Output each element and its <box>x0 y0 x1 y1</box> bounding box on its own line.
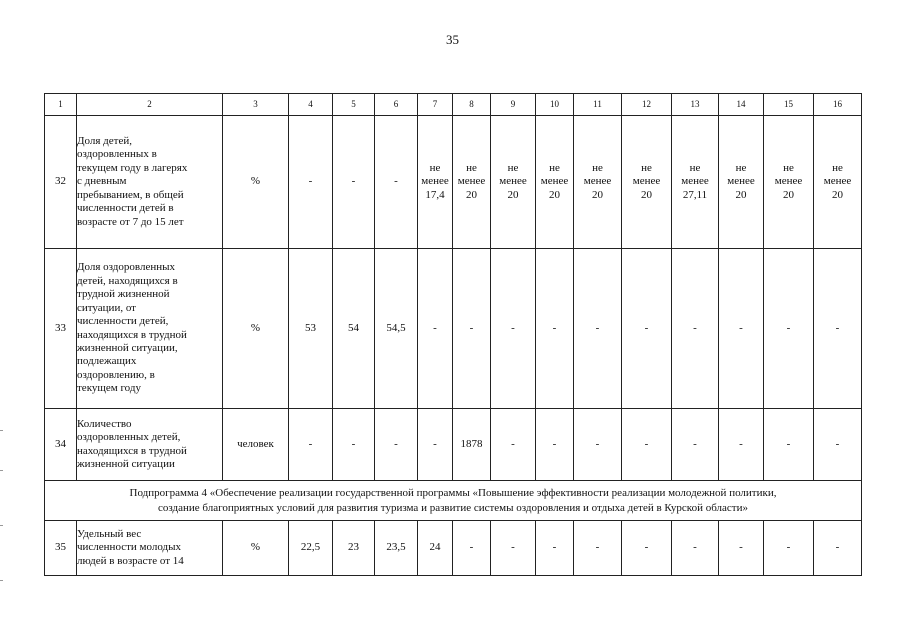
value-text: - <box>693 541 697 554</box>
column-number-6: 6 <box>375 94 418 116</box>
value-text: - <box>308 175 313 188</box>
value-text: не <box>832 161 843 174</box>
unit-of-measure: % <box>223 521 289 576</box>
column-number-8: 8 <box>453 94 491 116</box>
value-cell <box>536 409 574 481</box>
column-number-10: 10 <box>536 94 574 116</box>
row-number: 32 <box>45 116 77 249</box>
value-text: 27,11 <box>682 188 708 201</box>
value-text: - <box>308 437 313 450</box>
indicator-name-line: численности детей в <box>77 202 174 215</box>
value-text: 53 <box>305 321 316 334</box>
value-text: 54 <box>348 321 359 334</box>
indicator-name-line: пребыванием, в общей <box>77 188 184 201</box>
value-text: не <box>689 161 701 174</box>
indicator-name-line: Удельный вес <box>77 527 142 540</box>
indicator-name-line: текущем году <box>77 382 141 395</box>
value-cell <box>491 116 536 249</box>
value-cell <box>453 521 491 576</box>
value-text: - <box>552 437 557 450</box>
unit-of-measure: % <box>223 116 289 249</box>
value-cell <box>622 116 672 249</box>
value-text: менее <box>540 175 569 188</box>
indicator-name-line: ситуации, от <box>77 301 136 314</box>
page-number: 35 <box>446 32 459 47</box>
value-text: 23,5 <box>386 541 406 554</box>
value-text: не <box>641 161 652 174</box>
value-cell <box>536 116 574 249</box>
value-text: менее <box>421 175 449 188</box>
indicator-name-line: оздоровлению, в <box>77 368 155 381</box>
value-text: - <box>644 541 649 554</box>
value-text: - <box>394 437 398 450</box>
value-text: - <box>511 321 515 334</box>
column-number-3: 3 <box>223 94 289 116</box>
value-cell <box>814 521 862 576</box>
indicator-name-line: численности молодых <box>77 541 182 554</box>
value-text: не <box>507 161 519 174</box>
indicator-name-line: оздоровленных в <box>77 148 157 161</box>
value-cell <box>289 249 333 409</box>
indicator-name-line: трудной жизненной <box>77 288 170 301</box>
value-cell <box>289 409 333 481</box>
value-cell <box>453 409 491 481</box>
value-cell <box>672 521 719 576</box>
indicator-name-line: Доля оздоровленных <box>77 261 175 274</box>
value-text: - <box>469 541 474 554</box>
value-text: - <box>595 437 600 450</box>
value-cell <box>333 249 375 409</box>
value-text: менее <box>823 175 852 188</box>
value-cell <box>333 116 375 249</box>
value-text: менее <box>774 175 803 188</box>
indicator-name-line: возрасте от 7 до 15 лет <box>77 215 184 228</box>
value-cell <box>764 116 814 249</box>
value-cell <box>418 409 453 481</box>
value-text: 17,4 <box>425 188 445 201</box>
column-number-7: 7 <box>418 94 453 116</box>
value-text: - <box>552 321 557 334</box>
value-text: - <box>739 321 743 334</box>
value-cell <box>375 409 418 481</box>
value-text: не <box>783 161 794 174</box>
column-number-1: 1 <box>45 94 77 116</box>
value-text: - <box>433 437 437 450</box>
value-text: - <box>511 541 515 554</box>
value-cell <box>764 249 814 409</box>
value-text: - <box>835 321 840 334</box>
scan-margin-marks <box>0 430 4 610</box>
value-cell <box>672 249 719 409</box>
row-number: 34 <box>45 409 77 481</box>
column-number-12: 12 <box>622 94 672 116</box>
value-text: менее <box>727 175 755 188</box>
value-text: не <box>735 161 747 174</box>
value-cell <box>491 249 536 409</box>
unit-of-measure: человек <box>223 409 289 481</box>
value-text: - <box>433 321 437 334</box>
value-cell <box>719 409 764 481</box>
value-cell <box>536 249 574 409</box>
value-text: - <box>394 175 398 188</box>
indicator-name-line: находящихся в трудной <box>77 328 187 341</box>
indicator-name-line: оздоровленных детей, <box>77 431 181 444</box>
table-row <box>45 409 862 481</box>
subprogram-title-line: Подпрограмма 4 «Обеспечение реализации государственной программы «Повышение эффективности реализации молодежной политики, <box>129 487 777 500</box>
value-cell <box>574 116 622 249</box>
indicator-name-line: жизненной ситуации, <box>77 341 178 354</box>
value-cell <box>453 116 491 249</box>
indicator-name <box>77 249 223 409</box>
value-text: - <box>644 321 649 334</box>
value-cell <box>418 249 453 409</box>
value-text: - <box>693 437 697 450</box>
row-number: 35 <box>45 521 77 576</box>
row-number: 33 <box>45 249 77 409</box>
column-number-4: 4 <box>289 94 333 116</box>
indicator-name-line: текущем году в лагерях <box>77 161 188 174</box>
value-cell <box>375 116 418 249</box>
column-number-13: 13 <box>672 94 719 116</box>
value-text: - <box>511 437 515 450</box>
column-number-row <box>45 94 862 116</box>
indicator-name-line: детей, находящихся в <box>77 274 178 287</box>
value-text: 23 <box>348 541 359 554</box>
value-text: 1878 <box>460 437 483 450</box>
table-row <box>45 521 862 576</box>
indicator-name-line: Доля детей, <box>77 135 132 148</box>
value-cell <box>814 409 862 481</box>
value-cell <box>719 521 764 576</box>
value-cell <box>418 521 453 576</box>
indicator-table <box>44 93 862 576</box>
value-text: 20 <box>507 188 519 201</box>
value-cell <box>289 116 333 249</box>
value-text: 24 <box>429 541 441 554</box>
value-text: 20 <box>735 188 747 201</box>
value-text: менее <box>457 175 486 188</box>
value-cell <box>622 409 672 481</box>
subprogram-title <box>45 481 862 521</box>
value-text: - <box>595 541 600 554</box>
indicator-name-line: людей в возрасте от 14 <box>77 554 184 567</box>
value-cell <box>418 116 453 249</box>
indicator-name-line: жизненной ситуации <box>77 457 175 470</box>
value-cell <box>574 521 622 576</box>
value-cell <box>719 116 764 249</box>
value-text: менее <box>499 175 527 188</box>
value-text: менее <box>583 175 612 188</box>
table-row <box>45 116 862 249</box>
value-text: - <box>469 321 474 334</box>
table-row <box>45 249 862 409</box>
value-text: 20 <box>641 188 652 201</box>
value-cell <box>333 521 375 576</box>
value-cell <box>814 116 862 249</box>
value-cell <box>574 249 622 409</box>
indicator-name-line: подлежащих <box>77 355 137 368</box>
value-text: - <box>644 437 649 450</box>
value-cell <box>764 409 814 481</box>
value-cell <box>622 249 672 409</box>
column-number-16: 16 <box>814 94 862 116</box>
value-text: не <box>592 161 603 174</box>
value-text: - <box>351 175 356 188</box>
value-text: - <box>739 437 743 450</box>
value-text: 20 <box>549 188 560 201</box>
value-text: 20 <box>832 188 843 201</box>
value-cell <box>719 249 764 409</box>
value-text: 20 <box>592 188 603 201</box>
column-number-15: 15 <box>764 94 814 116</box>
indicator-name <box>77 116 223 249</box>
value-text: - <box>786 321 791 334</box>
indicator-name-line: с дневным <box>77 175 127 188</box>
value-text: не <box>429 161 441 174</box>
unit-of-measure: % <box>223 249 289 409</box>
value-text: менее <box>632 175 661 188</box>
value-cell <box>333 409 375 481</box>
value-text: не <box>549 161 560 174</box>
value-cell <box>622 521 672 576</box>
subprogram-title-line: создание благоприятных условий для развития туризма и развитие системы оздоровления и отдыха детей в Курской области» <box>158 501 748 514</box>
value-text: 54,5 <box>386 321 406 334</box>
value-text: - <box>835 541 840 554</box>
value-cell <box>672 116 719 249</box>
subprogram-row <box>45 481 862 521</box>
value-text: 20 <box>783 188 794 201</box>
value-cell <box>764 521 814 576</box>
value-text: не <box>466 161 477 174</box>
column-number-2: 2 <box>77 94 223 116</box>
column-number-5: 5 <box>333 94 375 116</box>
value-text: - <box>351 437 356 450</box>
indicator-name <box>77 409 223 481</box>
indicator-name-line: находящихся в трудной <box>77 444 187 457</box>
value-cell <box>289 521 333 576</box>
value-text: менее <box>681 175 709 188</box>
value-text: - <box>835 437 840 450</box>
column-number-14: 14 <box>719 94 764 116</box>
value-cell <box>536 521 574 576</box>
indicator-name <box>77 521 223 576</box>
value-cell <box>491 521 536 576</box>
value-cell <box>375 249 418 409</box>
value-text: - <box>693 321 697 334</box>
value-cell <box>814 249 862 409</box>
value-cell <box>574 409 622 481</box>
indicator-name-line: численности детей, <box>77 315 169 328</box>
column-number-9: 9 <box>491 94 536 116</box>
value-text: - <box>786 437 791 450</box>
value-text: - <box>595 321 600 334</box>
value-cell <box>375 521 418 576</box>
value-text: 20 <box>466 188 477 201</box>
value-text: - <box>552 541 557 554</box>
value-cell <box>491 409 536 481</box>
indicator-name-line: Количество <box>77 417 132 430</box>
value-text: - <box>739 541 743 554</box>
value-cell <box>672 409 719 481</box>
column-number-11: 11 <box>574 94 622 116</box>
value-cell <box>453 249 491 409</box>
value-text: 22,5 <box>300 541 321 554</box>
value-text: - <box>786 541 791 554</box>
